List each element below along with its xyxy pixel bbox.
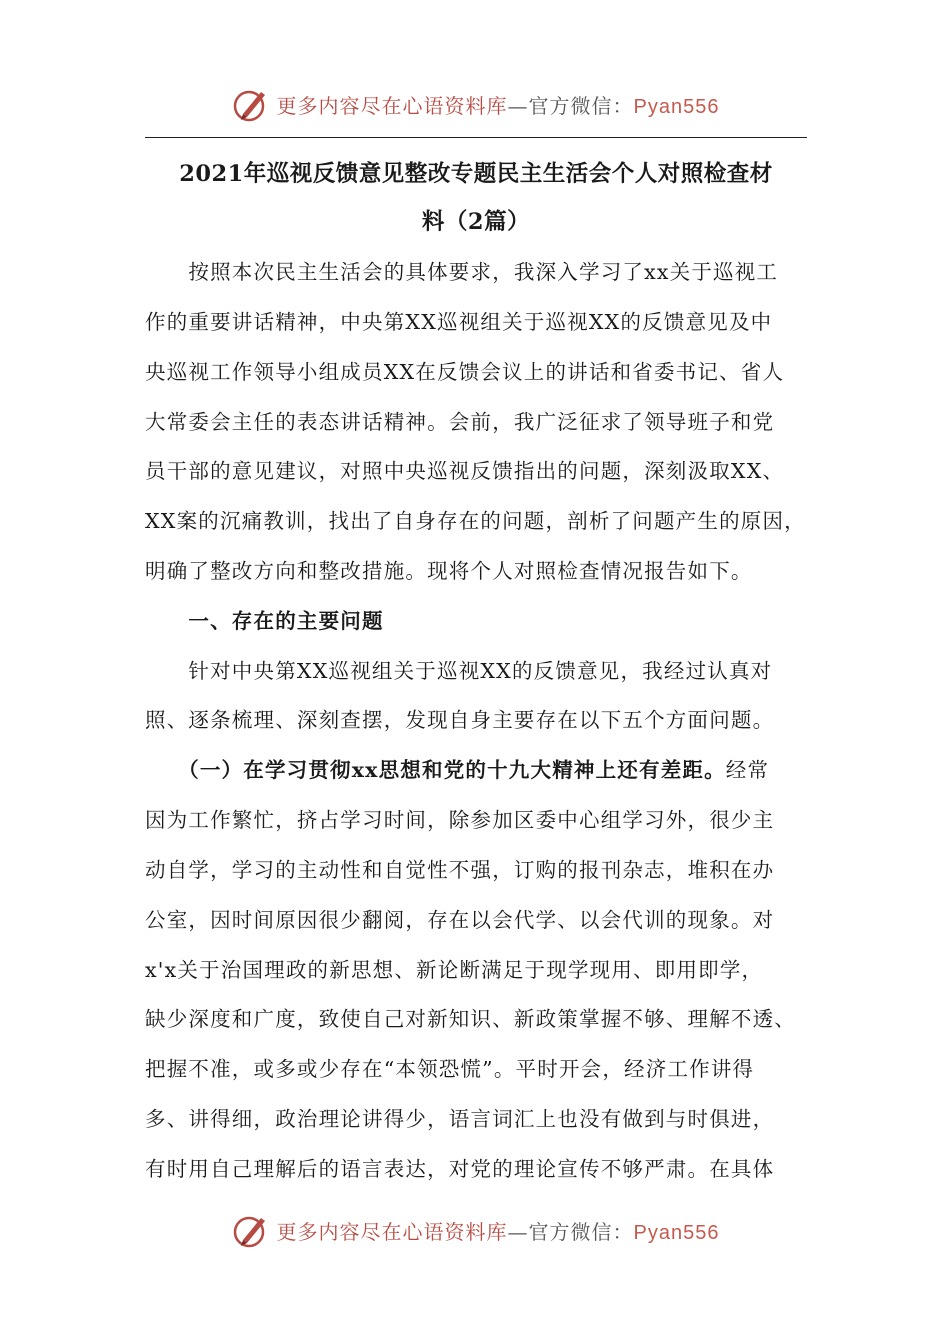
footer-brand: 更多内容尽在心语资料库	[276, 1219, 508, 1244]
pen-logo-icon	[231, 1210, 271, 1250]
item-lead-text: 经常	[725, 758, 770, 782]
footer-banner	[0, 1206, 950, 1254]
body-line: 央巡视工作领导小组成员XX在反馈会议上的讲话和省委书记、省人	[145, 360, 785, 384]
header-dash: —	[507, 93, 529, 118]
footer-wechat-label: 官方微信：	[528, 1219, 634, 1244]
header-wechat-label: 官方微信：	[528, 93, 634, 118]
body-line: 公室，因时间原因很少翻阅，存在以会代学、以会代训的现象。对	[145, 908, 775, 932]
body-line: 照、逐条梳理、深刻查摆，发现自身主要存在以下五个方面问题。	[145, 708, 775, 732]
header-brand: 更多内容尽在心语资料库	[276, 93, 508, 118]
body-line: 因为工作繁忙，挤占学习时间，除参加区委中心组学习外，很少主	[145, 808, 775, 832]
body-line: 员干部的意见建议，对照中央巡视反馈指出的问题，深刻汲取XX、	[145, 459, 785, 483]
title-line-2: 料（2篇）	[421, 209, 531, 235]
body-line: 按照本次民主生活会的具体要求，我深入学习了xx关于巡视工	[145, 260, 779, 284]
body-line: 大常委会主任的表态讲话精神。会前，我广泛征求了领导班子和党	[145, 410, 775, 434]
section-heading: 一、存在的主要问题	[145, 609, 384, 633]
body-line: 针对中央第XX巡视组关于巡视XX的反馈意见，我经过认真对	[145, 659, 773, 683]
header-banner	[0, 80, 950, 128]
footer-text	[277, 1216, 720, 1245]
header-divider	[145, 137, 807, 138]
body-line: 明确了整改方向和整改措施。现将个人对照检查情况报告如下。	[145, 559, 753, 583]
body-line: 作的重要讲话精神，中央第XX巡视组关于巡视XX的反馈意见及中	[145, 310, 773, 334]
body-line: 有时用自己理解后的语言表达，对党的理论宣传不够严肃。在具体	[145, 1157, 775, 1181]
body-line: 把握不准，或多或少存在“本领恐慌”。平时开会，经济工作讲得	[145, 1057, 755, 1081]
body-line: XX案的沉痛教训，找出了自身存在的问题，剖析了问题产生的原因，	[145, 509, 806, 533]
footer-wechat-id: Pyan556	[633, 1221, 720, 1244]
title-line-1: 2021年巡视反馈意见整改专题民主生活会个人对照检查材	[179, 161, 773, 187]
document-title	[145, 150, 807, 246]
body-line: x'x关于治国理政的新思想、新论断满足于现学现用、即用即学，	[145, 958, 764, 982]
item-heading-line	[145, 755, 807, 785]
body-line: 缺少深度和广度，致使自己对新知识、新政策掌握不够、理解不透、	[145, 1007, 796, 1031]
header-wechat-id: Pyan556	[633, 95, 720, 118]
header-text	[277, 90, 720, 119]
footer-dash: —	[507, 1219, 529, 1244]
item-heading: （一）在学习贯彻xx思想和党的十九大精神上还有差距。	[145, 758, 726, 782]
body-line: 多、讲得细，政治理论讲得少，语言词汇上也没有做到与时俱进，	[145, 1107, 775, 1131]
pen-logo-icon	[231, 84, 271, 124]
body-line: 动自学，学习的主动性和自觉性不强，订购的报刊杂志，堆积在办	[145, 858, 775, 882]
